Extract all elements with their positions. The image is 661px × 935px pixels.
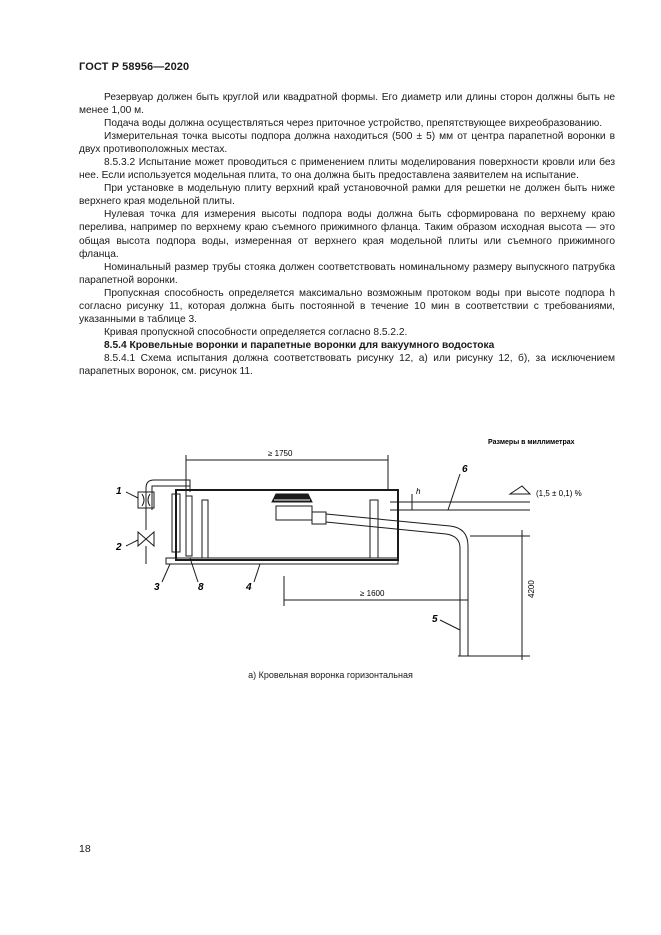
dim-label: ≥ 1600: [360, 589, 385, 598]
overflow-wall: [202, 500, 208, 558]
outlet-pipe-inner: [326, 522, 460, 656]
page-header: ГОСТ Р 58956—2020: [79, 61, 190, 73]
leader-line: [190, 558, 198, 582]
paragraph: 8.5.4.1 Схема испытания должна соответствовать рисунку 12, а) или рисунку 12, б), за исключением парапетных воронок, см. рисунок 11.: [79, 352, 615, 377]
page-number: 18: [79, 843, 91, 855]
calming-plate: [186, 496, 192, 556]
paragraph: Номинальный размер трубы стояка должен соответствовать номинальному размеру выпускного патрубка парапетной воронки.: [79, 261, 615, 286]
paragraph: Подача воды должна осуществляться через приточное устройство, препятствующее вихреобразованию.: [104, 118, 603, 130]
paragraph: Нулевая точка для измерения высоты подпора воды должна быть сформирована по верхнему краю перелива, например по верхнему краю съемного прижимного фланца. Таким образом исходная высота — это общая высота подпора воды, измеренная от верхнего края модельной плиты или съемного прижимного фланца.: [79, 209, 615, 260]
callout-5: 5: [432, 614, 438, 625]
section-heading: 8.5.4 Кровельные воронки и парапетные воронки для вакуумного водостока: [104, 339, 495, 351]
supply-pipe: [146, 480, 190, 510]
units-note: Размеры в миллиметрах: [488, 439, 575, 446]
leader-line: [162, 564, 170, 582]
roof-drain-body: [276, 506, 312, 520]
callout-3: 3: [154, 582, 160, 593]
side-wall: [370, 500, 378, 558]
leader-line: [126, 540, 138, 546]
callout-6: 6: [462, 464, 468, 475]
valve: [138, 532, 154, 546]
test-setup-diagram: [90, 430, 630, 670]
paragraph: 8.5.3.2 Испытание может проводиться с применением плиты моделирования поверхности кровли или без нее. Если используется модельная плита, то она должна быть предоставлена заявителем на испытание.: [79, 157, 615, 182]
callout-2: 2: [116, 542, 122, 553]
dim-label: h: [416, 487, 421, 496]
roof-drain-grate: [272, 494, 312, 502]
paragraph: Пропускная способность определяется максимально возможным протоком воды при высоте подпора h согласно рисунку 11, которая должна быть постоянной в течение 10 мин в соответствии с требованиями, указанными в таблице 3.: [79, 287, 615, 325]
leader-line: [440, 620, 460, 630]
leader-line: [448, 474, 460, 510]
leader-line: [254, 564, 260, 582]
leader-line: [126, 492, 138, 498]
callout-4: 4: [246, 582, 252, 593]
body-text: [79, 91, 615, 378]
slope-symbol: [510, 486, 530, 494]
paragraph: Резервуар должен быть круглой или квадратной формы. Его диаметр или длины сторон должны быть не менее 1,00 м.: [79, 92, 615, 117]
figure-caption: а) Кровельная воронка горизонтальная: [248, 670, 413, 680]
paragraph: Кривая пропускной способности определяется согласно 8.5.2.2.: [104, 326, 408, 338]
dim-label: 4200: [527, 580, 536, 598]
callout-8: 8: [198, 582, 204, 593]
slope-label: (1,5 ± 0,1) %: [536, 489, 582, 498]
pipe-coupling: [312, 512, 326, 524]
paragraph: При установке в модельную плиту верхний край установочной рамки для решетки не должен быть ниже верхнего края модельной плиты.: [79, 183, 615, 208]
paragraph: Измерительная точка высоты подпора должна находиться (500 ± 5) мм от центра парапетной воронки в двух противоположных местах.: [79, 131, 615, 156]
callout-1: 1: [116, 486, 122, 497]
dim-label: ≥ 1750: [268, 449, 293, 458]
